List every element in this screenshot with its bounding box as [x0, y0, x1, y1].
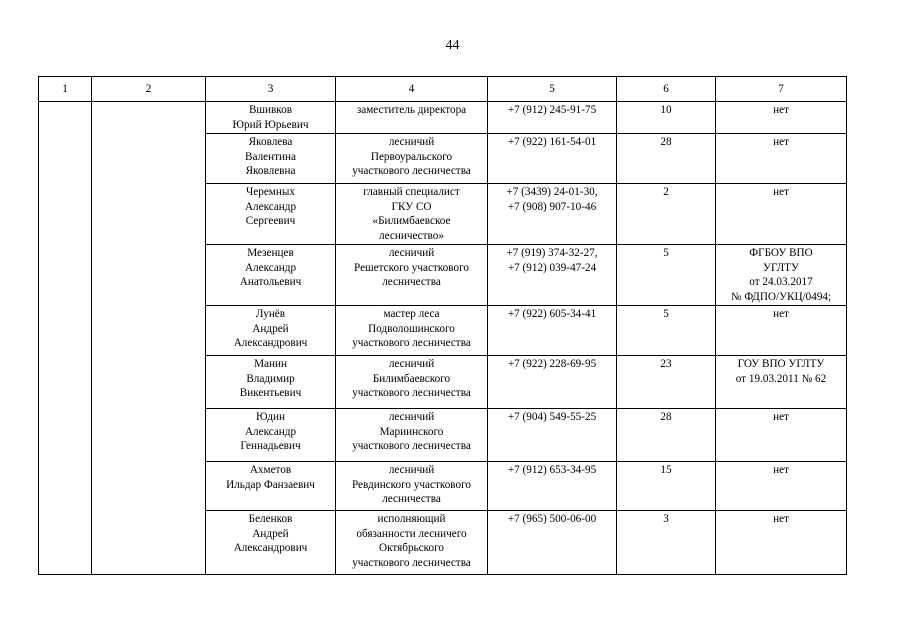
- position-cell: [336, 184, 488, 245]
- education-cell-line: нет: [773, 513, 789, 525]
- phone-cell-line: +7 (908) 907-10-46: [507, 200, 597, 213]
- position-cell-line: участкового лесничества: [352, 556, 471, 569]
- name-cell: [206, 356, 336, 409]
- name-cell-line: Лунёв: [255, 308, 286, 320]
- name-cell-line: Александрович: [233, 337, 308, 349]
- position-cell-line: лесничий: [388, 464, 435, 476]
- years-cell: 10: [617, 102, 716, 134]
- position-cell-line: лесничий: [388, 136, 435, 148]
- column-header: 3: [206, 77, 336, 102]
- years-cell: 3: [617, 511, 716, 575]
- position-cell-line: участкового лесничества: [352, 337, 471, 349]
- education-cell-line: нет: [773, 136, 789, 148]
- column-header: 2: [92, 77, 206, 102]
- position-cell-line: лесничества: [382, 493, 441, 505]
- table-body: [39, 102, 847, 575]
- name-cell-line: Викентьевич: [239, 387, 302, 399]
- position-cell-line: Решетского участкового: [354, 261, 469, 274]
- name-cell: [206, 306, 336, 356]
- phone-cell-line: +7 (912) 245-91-75: [507, 104, 597, 116]
- education-cell-line: от 19.03.2011 № 62: [735, 372, 827, 385]
- merged-cell-col1: [39, 102, 92, 575]
- name-cell: [206, 462, 336, 511]
- position-cell-line: Ревдинского участкового: [351, 478, 472, 491]
- name-cell: [206, 245, 336, 306]
- column-header: 5: [488, 77, 617, 102]
- position-cell-line: лесничий: [388, 411, 435, 423]
- name-cell-line: Андрей: [252, 527, 289, 540]
- name-cell-line: Юдин: [256, 411, 285, 423]
- name-cell-line: Валентина: [245, 150, 296, 163]
- position-cell: [336, 462, 488, 511]
- education-cell-line: от 24.03.2017: [749, 276, 813, 288]
- position-cell-line: Подволошинского: [368, 322, 455, 335]
- education-cell: [716, 511, 847, 575]
- name-cell: [206, 102, 336, 134]
- education-cell-line: нет: [773, 308, 789, 320]
- name-cell-line: Ахметов: [249, 464, 292, 476]
- education-cell: [716, 462, 847, 511]
- education-cell-line: нет: [773, 186, 789, 198]
- position-cell-line: «Билимбаевское: [372, 215, 451, 227]
- education-cell-line: № ФДПО/УКЦ/0494;: [730, 290, 832, 303]
- position-cell-line: лесничество»: [379, 229, 444, 242]
- header-row: [39, 77, 847, 102]
- phone-cell: [488, 409, 617, 462]
- position-cell-line: Билимбаевского: [372, 372, 451, 385]
- phone-cell: [488, 245, 617, 306]
- years-cell: 23: [617, 356, 716, 409]
- name-cell: [206, 409, 336, 462]
- column-header: 1: [39, 77, 92, 102]
- name-cell-line: Вшивков: [248, 104, 293, 116]
- position-cell-line: обязанности лесничего: [356, 527, 467, 540]
- education-cell-line: УГЛТУ: [763, 261, 799, 274]
- years-cell: 15: [617, 462, 716, 511]
- education-cell-line: ФГБОУ ВПО: [749, 247, 813, 259]
- merged-cell-col2: [92, 102, 206, 575]
- phone-cell-line: +7 (922) 228-69-95: [507, 358, 597, 370]
- education-cell: [716, 134, 847, 184]
- years-cell: 28: [617, 134, 716, 184]
- name-cell-line: Яковлевна: [245, 165, 296, 177]
- position-cell-line: участкового лесничества: [352, 387, 471, 399]
- education-cell-line: ГОУ ВПО УГЛТУ: [737, 358, 825, 370]
- phone-cell: [488, 134, 617, 184]
- table-row: [39, 102, 847, 134]
- phone-cell: [488, 356, 617, 409]
- phone-cell-line: +7 (912) 039-47-24: [507, 261, 597, 274]
- name-cell-line: Александр: [244, 200, 297, 213]
- position-cell: [336, 245, 488, 306]
- phone-cell: [488, 184, 617, 245]
- phone-cell-line: +7 (912) 653-34-95: [507, 464, 597, 476]
- name-cell-line: Манин: [254, 358, 287, 370]
- staff-table: [38, 76, 847, 575]
- position-cell: [336, 356, 488, 409]
- name-cell: [206, 134, 336, 184]
- name-cell-line: Сергеевич: [245, 215, 296, 227]
- phone-cell-line: +7 (3439) 24-01-30,: [506, 186, 598, 198]
- column-header: 4: [336, 77, 488, 102]
- name-cell-line: Владимир: [246, 372, 295, 385]
- position-cell-line: мастер леса: [383, 308, 440, 320]
- education-cell: [716, 306, 847, 356]
- education-cell-line: нет: [773, 411, 789, 423]
- phone-cell: [488, 306, 617, 356]
- education-cell-line: нет: [773, 104, 789, 116]
- years-cell: 2: [617, 184, 716, 245]
- position-cell-line: лесничества: [382, 276, 441, 288]
- name-cell-line: Юрий Юрьевич: [232, 118, 309, 131]
- phone-cell-line: +7 (965) 500-06-00: [507, 513, 597, 525]
- position-cell: [336, 306, 488, 356]
- phone-cell-line: +7 (904) 549-55-25: [507, 411, 597, 423]
- years-cell: 5: [617, 245, 716, 306]
- name-cell-line: Анатольевич: [239, 276, 302, 288]
- phone-cell-line: +7 (922) 161-54-01: [507, 136, 597, 148]
- position-cell-line: Первоуральского: [370, 150, 453, 163]
- position-cell-line: лесничий: [388, 247, 435, 259]
- name-cell-line: Беленков: [248, 513, 293, 525]
- position-cell: [336, 511, 488, 575]
- name-cell-line: Ильдар Фанзаевич: [226, 478, 315, 491]
- name-cell-line: Александр: [244, 261, 297, 274]
- position-cell-line: исполняющий: [377, 513, 446, 525]
- years-cell: 5: [617, 306, 716, 356]
- education-cell: [716, 409, 847, 462]
- name-cell: [206, 511, 336, 575]
- position-cell-line: Октябрьского: [379, 542, 444, 554]
- phone-cell-line: +7 (919) 374-32-27,: [506, 247, 598, 259]
- column-header: 7: [716, 77, 847, 102]
- position-cell-line: участкового лесничества: [352, 165, 471, 177]
- name-cell-line: Мезенцев: [247, 247, 294, 259]
- name-cell-line: Геннадьевич: [240, 440, 301, 452]
- phone-cell: [488, 462, 617, 511]
- phone-cell: [488, 102, 617, 134]
- years-cell: 28: [617, 409, 716, 462]
- position-cell-line: заместитель директора: [356, 104, 467, 116]
- education-cell: [716, 184, 847, 245]
- position-cell-line: главный специалист: [363, 186, 460, 198]
- column-header: 6: [617, 77, 716, 102]
- position-cell-line: участкового лесничества: [352, 440, 471, 452]
- education-cell: [716, 102, 847, 134]
- education-cell: [716, 245, 847, 306]
- position-cell: [336, 134, 488, 184]
- education-cell: [716, 356, 847, 409]
- page-number: 44: [445, 38, 460, 53]
- name-cell-line: Черемных: [246, 186, 295, 198]
- name-cell-line: Андрей: [252, 322, 289, 335]
- name-cell-line: Александр: [244, 425, 297, 438]
- phone-cell-line: +7 (922) 605-34-41: [507, 308, 597, 320]
- position-cell: [336, 409, 488, 462]
- name-cell-line: Александрович: [233, 542, 308, 554]
- position-cell-line: лесничий: [388, 358, 435, 370]
- name-cell: [206, 184, 336, 245]
- education-cell-line: нет: [773, 464, 789, 476]
- name-cell-line: Яковлева: [248, 136, 293, 148]
- position-cell-line: ГКУ СО: [391, 200, 432, 213]
- position-cell: [336, 102, 488, 134]
- phone-cell: [488, 511, 617, 575]
- position-cell-line: Мариинского: [379, 425, 444, 438]
